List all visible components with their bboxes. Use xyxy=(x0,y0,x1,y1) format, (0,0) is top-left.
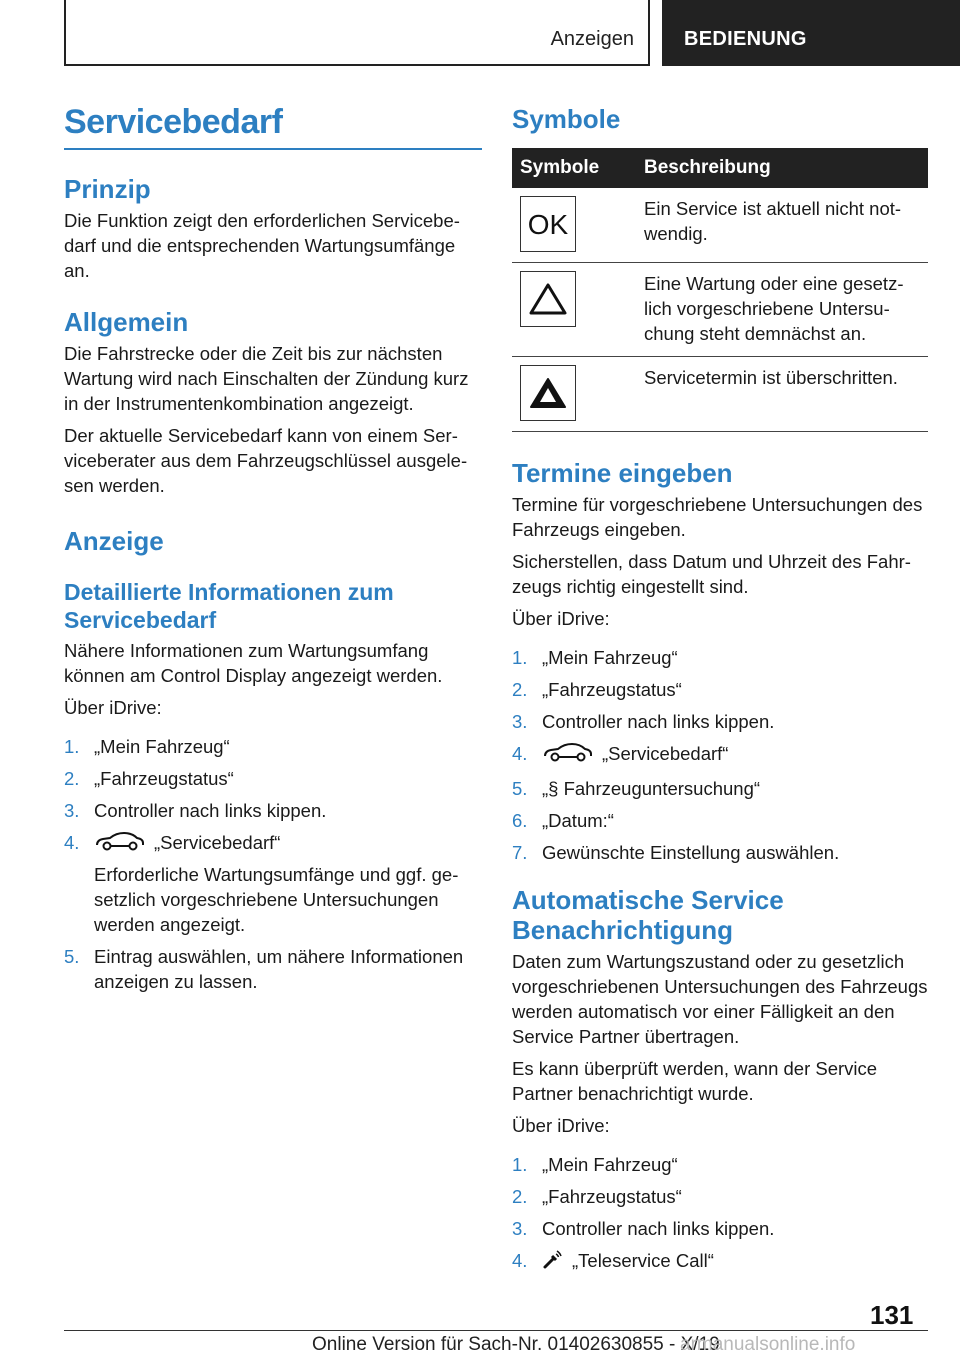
idrive-label: Über iDrive: xyxy=(512,608,610,629)
list-item: 4. „Teleservice Call“ xyxy=(512,1248,928,1276)
heading-detail: Detaillierte Informationen zum Servicebedarf xyxy=(64,579,394,633)
list-item: 2. „Fahrzeugstatus“ xyxy=(64,768,234,789)
heading-allgemein: Allgemein xyxy=(64,307,189,337)
list-item: 2. „Fahrzeugstatus“ xyxy=(512,679,682,700)
allgemein-text-1: Die Fahrstrecke oder die Zeit bis zur nächsten Wartung wird nach Einschalten der Zündung kurz in der Instrumentenkombination angezeigt. xyxy=(64,343,469,414)
warning-triangle-outline-icon xyxy=(520,271,576,327)
list-item: 5. „§ Fahrzeuguntersuchung“ xyxy=(512,778,761,800)
car-icon xyxy=(542,741,594,769)
list-item: 1. „Mein Fahrzeug“ xyxy=(512,647,678,668)
heading-auto-service: Automatische Service Benachrichtigung xyxy=(512,885,784,946)
table-row xyxy=(512,188,928,263)
heading-anzeige: Anzeige xyxy=(64,526,164,556)
idrive-label: Über iDrive: xyxy=(64,697,162,718)
warning-triangle-filled-icon xyxy=(520,365,576,421)
detail-text: Nähere Informationen zum Wartungsumfang können am Control Display angezeigt werden. xyxy=(64,640,443,686)
symbol-table xyxy=(512,148,928,432)
table-cell-description: Eine Wartung oder eine gesetzlich vorgeschriebene Untersuchung steht demnächst an. xyxy=(636,263,928,357)
watermark: armanualsonline.info xyxy=(680,1334,856,1355)
termine-text-1: Termine für vorgeschriebene Untersuchungen des Fahrzeugs eingeben. xyxy=(512,494,923,540)
termine-steps-list xyxy=(512,645,928,865)
list-item: 6. „Datum:“ xyxy=(512,810,614,832)
table-header-symbole: Symbole xyxy=(512,148,636,188)
table-cell-description: Servicetermin ist überschritten. xyxy=(636,357,928,432)
header-section-label: Anzeigen xyxy=(550,28,634,50)
heading-termine: Termine eingeben xyxy=(512,458,733,488)
page-title: Servicebedarf xyxy=(64,103,283,141)
list-item: 5. Eintrag auswählen, um nähere Informationen anzeigen zu lassen. xyxy=(64,946,464,993)
heading-prinzip: Prinzip xyxy=(64,174,151,204)
auto-text-1: Daten zum Wartungszustand oder zu gesetzlich vorgeschriebenen Untersuchungen des Fahrzeugs werden automatisch vor einer Fälligkeit an den Service Partner übertragen. xyxy=(512,951,928,1048)
table-row xyxy=(512,357,928,432)
header-chapter-label: BEDIENUNG xyxy=(684,28,807,50)
header-section-box xyxy=(64,0,650,66)
title-rule xyxy=(64,148,482,150)
list-item: 4. „Servicebedarf“ xyxy=(512,741,928,769)
footer-online-version: Online Version für Sach-Nr. 01402630855 - X/19 xyxy=(312,1334,720,1355)
idrive-label: Über iDrive: xyxy=(512,1115,610,1137)
step-4-detail: Erforderliche Wartungsumfänge und ggf. gesetzlich vorgeschriebene Untersuchungen werden angezeigt. xyxy=(94,864,459,936)
auto-steps-list xyxy=(512,1152,928,1276)
svg-text:OK: OK xyxy=(527,209,569,239)
table-header-beschreibung: Beschreibung xyxy=(636,148,928,188)
list-item: 1. „Mein Fahrzeug“ xyxy=(512,1154,678,1176)
list-item: 3. Controller nach links kippen. xyxy=(512,1218,775,1240)
table-row xyxy=(512,263,928,357)
left-steps-list xyxy=(64,734,482,994)
right-column xyxy=(512,100,928,1283)
page-number: 131 xyxy=(870,1300,914,1330)
car-icon xyxy=(94,830,146,858)
list-item: 1. „Mein Fahrzeug“ xyxy=(64,736,230,757)
allgemein-text-2: Der aktuelle Servicebedarf kann von einem Serviceberater aus dem Fahrzeugschlüssel ausgelesen werden. xyxy=(64,425,468,496)
auto-text-2: Es kann überprüft werden, wann der Service Partner benachrichtigt wurde. xyxy=(512,1058,878,1105)
header-chapter-box xyxy=(662,0,960,66)
wrench-teleservice-icon xyxy=(542,1248,564,1276)
ok-icon xyxy=(520,196,576,252)
list-item: 3. Controller nach links kippen. xyxy=(64,800,327,821)
left-column xyxy=(64,100,482,1001)
list-item: 4. „Servicebedarf“ Erforderliche Wartungsumfänge und ggf. gesetzlich vorgeschriebene Untersuchungen werden angezeigt. xyxy=(64,830,482,937)
heading-symbole: Symbole xyxy=(512,104,621,134)
prinzip-text: Die Funktion zeigt den erforderlichen Servicebedarf und die entsprechenden Wartungsumfänge an. xyxy=(64,210,460,281)
footer-rule xyxy=(64,1330,928,1331)
termine-text-2: Sicherstellen, dass Datum und Uhrzeit des Fahrzeugs richtig eingestellt sind. xyxy=(512,551,911,597)
list-item: 3. Controller nach links kippen. xyxy=(512,711,775,732)
list-item: 2. „Fahrzeugstatus“ xyxy=(512,1186,682,1208)
list-item: 7. Gewünschte Einstellung auswählen. xyxy=(512,842,840,864)
table-cell-description: Ein Service ist aktuell nicht notwendig. xyxy=(636,188,928,263)
